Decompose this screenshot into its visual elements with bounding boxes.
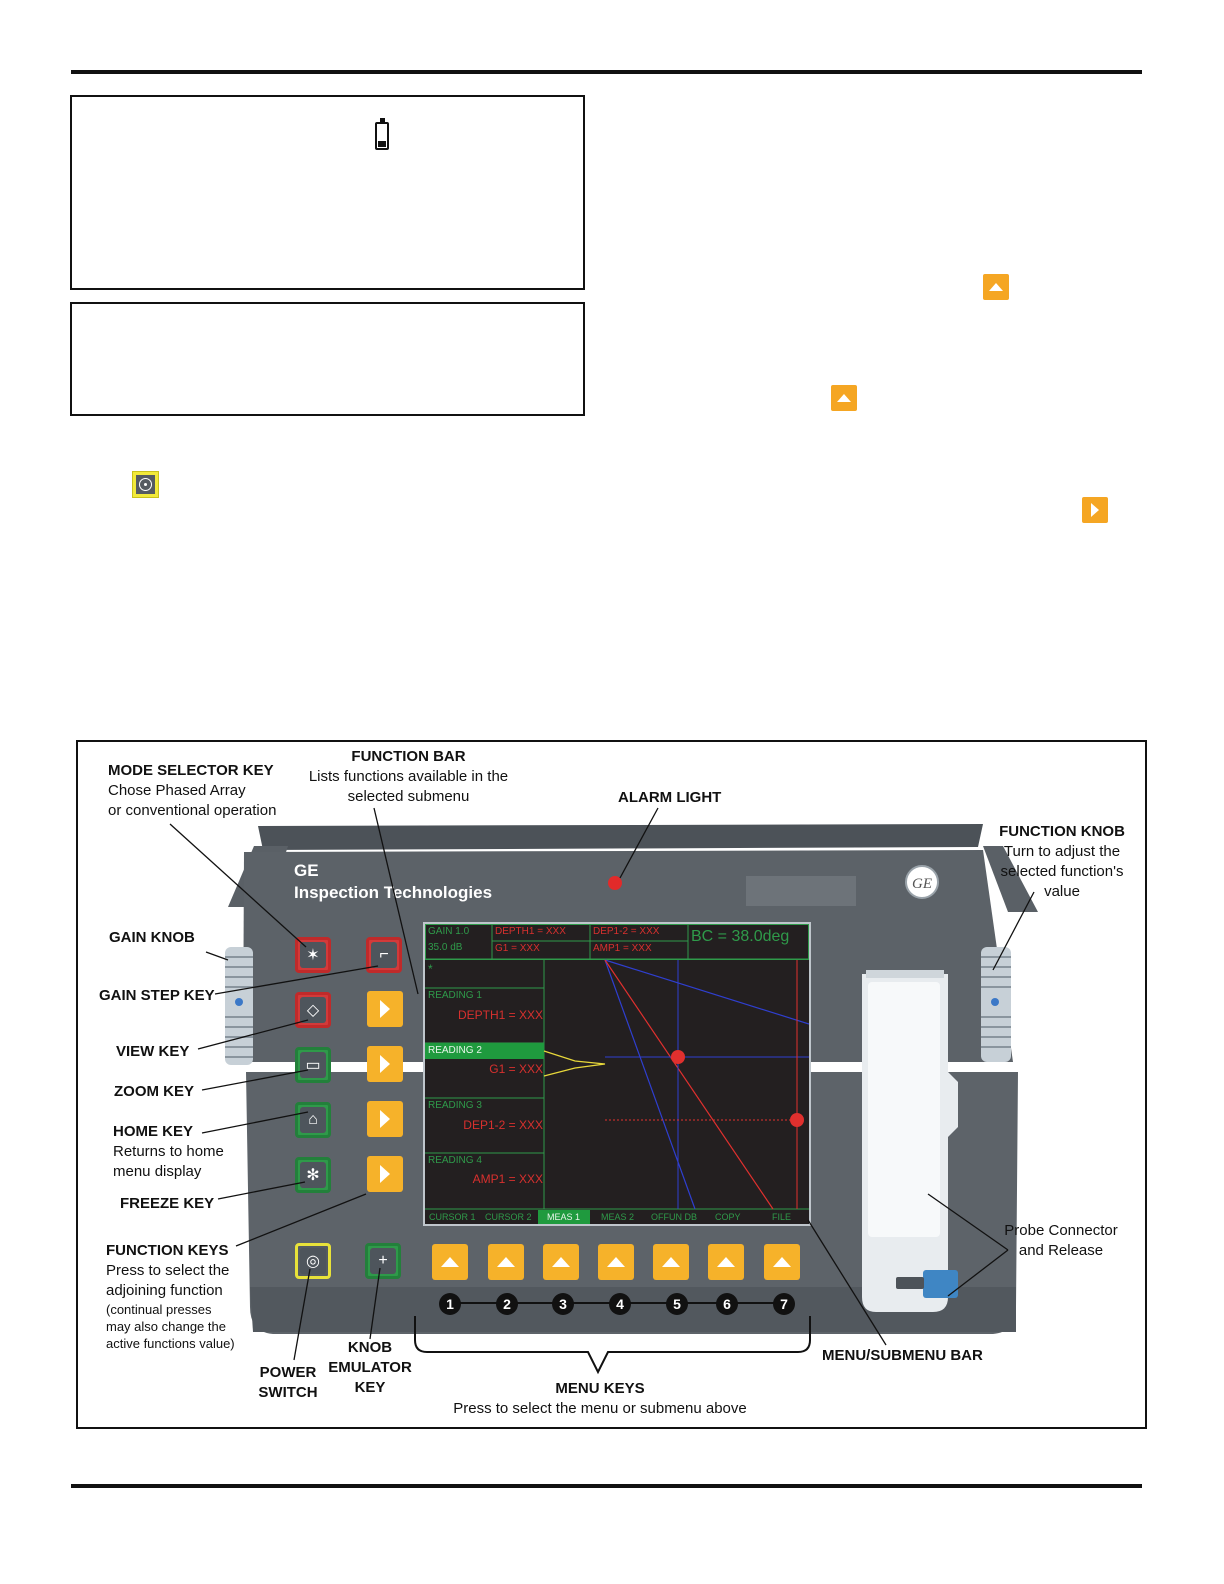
note-box-2 bbox=[70, 302, 585, 416]
menu-key-number-2: 2 bbox=[496, 1293, 518, 1315]
menu-key-number-7: 7 bbox=[773, 1293, 795, 1315]
top-rule bbox=[71, 70, 1142, 74]
power-icon: ◎ bbox=[300, 1248, 326, 1274]
battery-icon bbox=[375, 122, 389, 150]
screen-star: * bbox=[428, 962, 433, 976]
function-key-4[interactable] bbox=[367, 1156, 403, 1192]
svg-text:GE: GE bbox=[912, 876, 932, 892]
screen-g1: G1 = XXX bbox=[495, 943, 540, 954]
knob-emulator-key[interactable] bbox=[365, 1243, 401, 1279]
label-function-bar: FUNCTION BAR Lists functions available in the selected submenu bbox=[308, 748, 509, 805]
menu-key-4[interactable] bbox=[598, 1244, 634, 1280]
label-menu-submenu-bar: MENU/SUBMENU BAR bbox=[822, 1347, 983, 1364]
zoom-icon: ▭ bbox=[300, 1052, 326, 1078]
snowflake-icon: ✻ bbox=[300, 1162, 326, 1188]
label-view-key: VIEW KEY bbox=[116, 1043, 190, 1060]
mode-icon: ✶ bbox=[300, 942, 326, 968]
screen-gain-label: GAIN 1.0 bbox=[428, 926, 470, 937]
menu-bar-item-2: CURSOR 2 bbox=[485, 1212, 532, 1222]
screen-gain-value: 35.0 dB bbox=[428, 942, 463, 953]
function-key-1[interactable] bbox=[367, 991, 403, 1027]
stairs-icon: ⌐ bbox=[371, 942, 397, 968]
reading-2-label: READING 2 bbox=[428, 1045, 482, 1056]
menu-key-6[interactable] bbox=[708, 1244, 744, 1280]
label-mode-selector: MODE SELECTOR KEY Chose Phased Array or conventional operation bbox=[108, 762, 277, 819]
reading-3-value: DEP1-2 = XXX bbox=[463, 1118, 543, 1132]
view-icon: ◇ bbox=[300, 997, 326, 1023]
power-key-icon bbox=[132, 471, 159, 498]
reading-4-label: READING 4 bbox=[428, 1155, 482, 1166]
label-probe-connector: Probe Connector and Release bbox=[1004, 1222, 1118, 1259]
zoom-key[interactable] bbox=[295, 1047, 331, 1083]
menu-key-number-1: 1 bbox=[439, 1293, 461, 1315]
instrument-figure bbox=[76, 740, 1147, 1429]
function-key-icon bbox=[1082, 497, 1108, 523]
function-key-3[interactable] bbox=[367, 1101, 403, 1137]
plus-icon: + bbox=[370, 1248, 396, 1274]
menu-key-7[interactable] bbox=[764, 1244, 800, 1280]
reading-3-label: READING 3 bbox=[428, 1100, 482, 1111]
label-menu-keys: MENU KEYS Press to select the menu or submenu above bbox=[453, 1380, 747, 1417]
reading-4-value: AMP1 = XXX bbox=[472, 1172, 543, 1186]
reading-1-label: READING 1 bbox=[428, 990, 482, 1001]
mode-selector-key[interactable] bbox=[295, 937, 331, 973]
bottom-rule bbox=[71, 1484, 1142, 1488]
menu-key-5[interactable] bbox=[653, 1244, 689, 1280]
menu-key-number-6: 6 bbox=[716, 1293, 738, 1315]
reading-1-value: DEPTH1 = XXX bbox=[457, 1008, 543, 1022]
menu-bar-item-5: OFFUN DB bbox=[651, 1212, 697, 1222]
menu-key-3[interactable] bbox=[543, 1244, 579, 1280]
menu-bar-item-6: COPY bbox=[715, 1212, 741, 1222]
screen-bc: BC = 38.0deg bbox=[691, 928, 790, 945]
label-zoom-key: ZOOM KEY bbox=[114, 1083, 195, 1100]
brand-line-2: Inspection Technologies bbox=[294, 883, 493, 902]
function-key-2[interactable] bbox=[367, 1046, 403, 1082]
menu-key-icon bbox=[831, 385, 857, 411]
label-home-key: HOME KEY Returns to home menu display bbox=[113, 1123, 224, 1180]
view-key[interactable] bbox=[295, 992, 331, 1028]
label-gain-knob: GAIN KNOB bbox=[109, 929, 195, 946]
note-box-1 bbox=[70, 95, 585, 290]
instrument-screen bbox=[423, 922, 811, 1226]
label-freeze-key: FREEZE KEY bbox=[120, 1195, 215, 1212]
power-switch[interactable] bbox=[295, 1243, 331, 1279]
reading-2-value: G1 = XXX bbox=[489, 1062, 543, 1076]
menu-bar-item-3: MEAS 1 bbox=[547, 1212, 581, 1222]
brand-line-1: GE bbox=[294, 861, 319, 880]
label-gain-step: GAIN STEP KEY bbox=[99, 987, 215, 1004]
menu-bar-item-1: CURSOR 1 bbox=[429, 1212, 476, 1222]
label-alarm-light: ALARM LIGHT bbox=[618, 789, 722, 806]
menu-key-number-4: 4 bbox=[609, 1293, 631, 1315]
menu-key-icon bbox=[983, 274, 1009, 300]
screen-dep12: DEP1-2 = XXX bbox=[593, 926, 660, 937]
home-icon: ⌂ bbox=[300, 1107, 326, 1133]
menu-key-number-3: 3 bbox=[552, 1293, 574, 1315]
screen-amp1: AMP1 = XXX bbox=[593, 943, 652, 954]
label-power-switch: POWER SWITCH bbox=[258, 1364, 318, 1401]
menu-key-number-5: 5 bbox=[666, 1293, 688, 1315]
home-key[interactable] bbox=[295, 1102, 331, 1138]
menu-key-1[interactable] bbox=[432, 1244, 468, 1280]
menu-bar-item-4: MEAS 2 bbox=[601, 1212, 635, 1222]
menu-bar-item-7: FILE bbox=[772, 1212, 792, 1222]
label-function-keys: FUNCTION KEYS Press to select the adjoining function (continual presses may also change the active functions value) bbox=[106, 1242, 235, 1351]
freeze-key[interactable] bbox=[295, 1157, 331, 1193]
label-function-knob: FUNCTION KNOB Turn to adjust the selected function's value bbox=[999, 823, 1125, 900]
screen-depth1: DEPTH1 = XXX bbox=[495, 926, 566, 937]
menu-key-2[interactable] bbox=[488, 1244, 524, 1280]
label-knob-emulator: KNOB EMULATOR KEY bbox=[328, 1339, 412, 1396]
gain-step-key[interactable] bbox=[366, 937, 402, 973]
